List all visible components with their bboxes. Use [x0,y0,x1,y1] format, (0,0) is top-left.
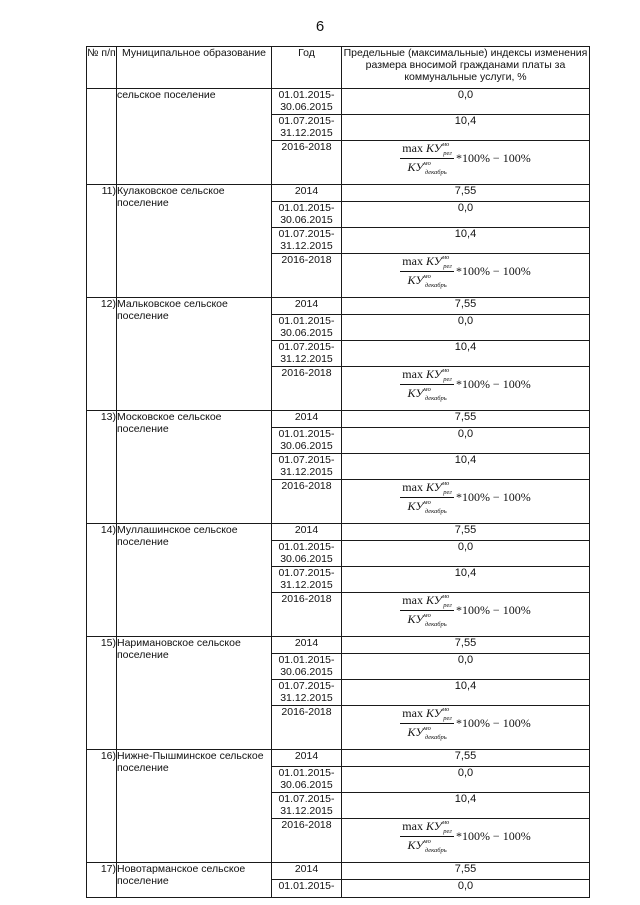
header-municipality: Муниципальное образование [117,47,272,89]
index-value: 7,55 [342,863,590,880]
index-formula [342,254,590,298]
formula-superscript: мо [423,838,431,846]
table-row [87,185,590,202]
municipality-name: Кулаковское сельское поселение [117,185,272,298]
formula-subscript: декабрь [424,282,447,290]
period-cell: 01.07.2015-31.12.2015 [272,115,342,141]
header-number: № п/п [87,47,117,89]
formula-subscript: декабрь [424,734,447,742]
municipality-name: Наримановское сельское поселение [117,637,272,750]
formula-ku: КУ [407,612,424,627]
formula-ku: КУ [407,273,424,288]
municipality-name: Муллашинское сельское поселение [117,524,272,637]
formula-superscript: мо [441,367,450,374]
period-cell: 01.01.2015-30.06.2015 [272,767,342,793]
formula-max: max [402,819,423,833]
formula-subscript: рег [443,828,452,835]
formula-tail: *100% − 100% [455,603,531,618]
period-cell: 01.01.2015-30.06.2015 [272,654,342,680]
period-cell: 01.07.2015-31.12.2015 [272,793,342,819]
period-cell: 01.01.2015- [272,880,342,898]
index-value: 10,4 [342,680,590,706]
index-value: 7,55 [342,185,590,202]
index-formula [342,480,590,524]
period-cell: 2016-2018 [272,367,342,411]
table-row [87,637,590,654]
period-cell: 2014 [272,637,342,654]
period-cell: 2014 [272,524,342,541]
period-cell: 2016-2018 [272,706,342,750]
formula-ku: КУ [407,386,424,401]
formula-ku: КУ [407,725,424,740]
formula-subscript: декабрь [424,508,447,516]
index-value: 0,0 [342,880,590,898]
index-value: 7,55 [342,298,590,315]
period-cell: 2014 [272,185,342,202]
formula-ku: КУ [425,593,442,607]
period-cell: 2014 [272,298,342,315]
table-row [87,411,590,428]
index-value: 0,0 [342,654,590,680]
formula-superscript: мо [423,386,431,394]
header-row [87,47,590,89]
index-value: 0,0 [342,315,590,341]
period-cell: 01.01.2015-30.06.2015 [272,202,342,228]
row-number: 17) [87,863,117,898]
formula-ku: КУ [425,141,442,155]
formula-max: max [402,254,423,268]
table-row [87,298,590,315]
row-number: 12) [87,298,117,411]
period-cell: 2014 [272,411,342,428]
formula-max: max [402,367,423,381]
formula-subscript: рег [443,715,452,722]
row-number: 16) [87,750,117,863]
header-year: Год [272,47,342,89]
period-cell: 01.07.2015-31.12.2015 [272,341,342,367]
table-row [87,750,590,767]
period-cell: 2016-2018 [272,480,342,524]
period-cell: 2016-2018 [272,254,342,298]
index-value: 7,55 [342,411,590,428]
row-number: 11) [87,185,117,298]
table-row [87,863,590,880]
formula-superscript: мо [423,499,431,507]
formula-ku: КУ [425,819,442,833]
period-cell: 01.07.2015-31.12.2015 [272,680,342,706]
formula-superscript: мо [441,819,450,826]
row-number: 13) [87,411,117,524]
formula-superscript: мо [423,612,431,620]
header-index: Предельные (максимальные) индексы изменения размера вносимой гражданами платы за коммунальные услуги, % [342,47,590,89]
period-cell: 2014 [272,863,342,880]
index-value: 7,55 [342,637,590,654]
page-number: 6 [315,18,325,35]
index-formula [342,367,590,411]
formula-ku: КУ [407,838,424,853]
formula-tail: *100% − 100% [455,264,531,279]
formula-max: max [402,141,423,155]
formula-tail: *100% − 100% [455,377,531,392]
table-row [87,524,590,541]
period-cell: 01.07.2015-31.12.2015 [272,228,342,254]
formula-subscript: рег [443,489,452,496]
municipality-name: Нижне-Пышминское сельское поселение [117,750,272,863]
index-value: 10,4 [342,793,590,819]
municipality-name: Московское сельское поселение [117,411,272,524]
index-value: 7,55 [342,750,590,767]
municipality-name: Новотарманское сельское поселение [117,863,272,898]
index-value: 10,4 [342,567,590,593]
formula-tail: *100% − 100% [455,151,531,166]
formula-tail: *100% − 100% [455,829,531,844]
formula-superscript: мо [423,273,431,281]
index-formula [342,706,590,750]
formula-ku: КУ [425,367,442,381]
formula-superscript: мо [441,480,450,487]
period-cell: 01.07.2015-31.12.2015 [272,567,342,593]
index-value: 10,4 [342,341,590,367]
period-cell: 01.01.2015-30.06.2015 [272,428,342,454]
index-value: 0,0 [342,202,590,228]
formula-subscript: декабрь [424,169,447,177]
table-row [87,89,590,115]
tariff-index-table [86,46,590,898]
formula-tail: *100% − 100% [455,716,531,731]
period-cell: 01.01.2015-30.06.2015 [272,315,342,341]
index-value: 10,4 [342,115,590,141]
formula-max: max [402,706,423,720]
period-cell: 01.01.2015-30.06.2015 [272,89,342,115]
formula-ku: КУ [425,480,442,494]
formula-ku: КУ [425,706,442,720]
period-cell: 2016-2018 [272,819,342,863]
formula-superscript: мо [441,141,450,148]
index-formula [342,593,590,637]
formula-subscript: декабрь [424,395,447,403]
index-formula [342,141,590,185]
period-cell: 01.01.2015-30.06.2015 [272,541,342,567]
row-number: 14) [87,524,117,637]
formula-superscript: мо [441,254,450,261]
index-value: 7,55 [342,524,590,541]
period-cell: 2014 [272,750,342,767]
period-cell: 2016-2018 [272,593,342,637]
formula-superscript: мо [423,160,431,168]
formula-subscript: декабрь [424,847,447,855]
formula-ku: КУ [407,160,424,175]
index-formula [342,819,590,863]
row-number [87,89,117,185]
formula-max: max [402,593,423,607]
formula-superscript: мо [423,725,431,733]
period-cell: 01.07.2015-31.12.2015 [272,454,342,480]
formula-subscript: рег [443,263,452,270]
index-value: 10,4 [342,228,590,254]
municipality-name: сельское поселение [117,89,272,185]
formula-subscript: декабрь [424,621,447,629]
formula-max: max [402,480,423,494]
municipality-name: Мальковское сельское поселение [117,298,272,411]
index-value: 0,0 [342,89,590,115]
index-value: 0,0 [342,541,590,567]
index-value: 0,0 [342,428,590,454]
formula-tail: *100% − 100% [455,490,531,505]
row-number: 15) [87,637,117,750]
formula-superscript: мо [441,706,450,713]
index-value: 0,0 [342,767,590,793]
formula-ku: КУ [407,499,424,514]
formula-subscript: рег [443,150,452,157]
index-value: 10,4 [342,454,590,480]
period-cell: 2016-2018 [272,141,342,185]
formula-subscript: рег [443,602,452,609]
formula-superscript: мо [441,593,450,600]
formula-subscript: рег [443,376,452,383]
formula-ku: КУ [425,254,442,268]
